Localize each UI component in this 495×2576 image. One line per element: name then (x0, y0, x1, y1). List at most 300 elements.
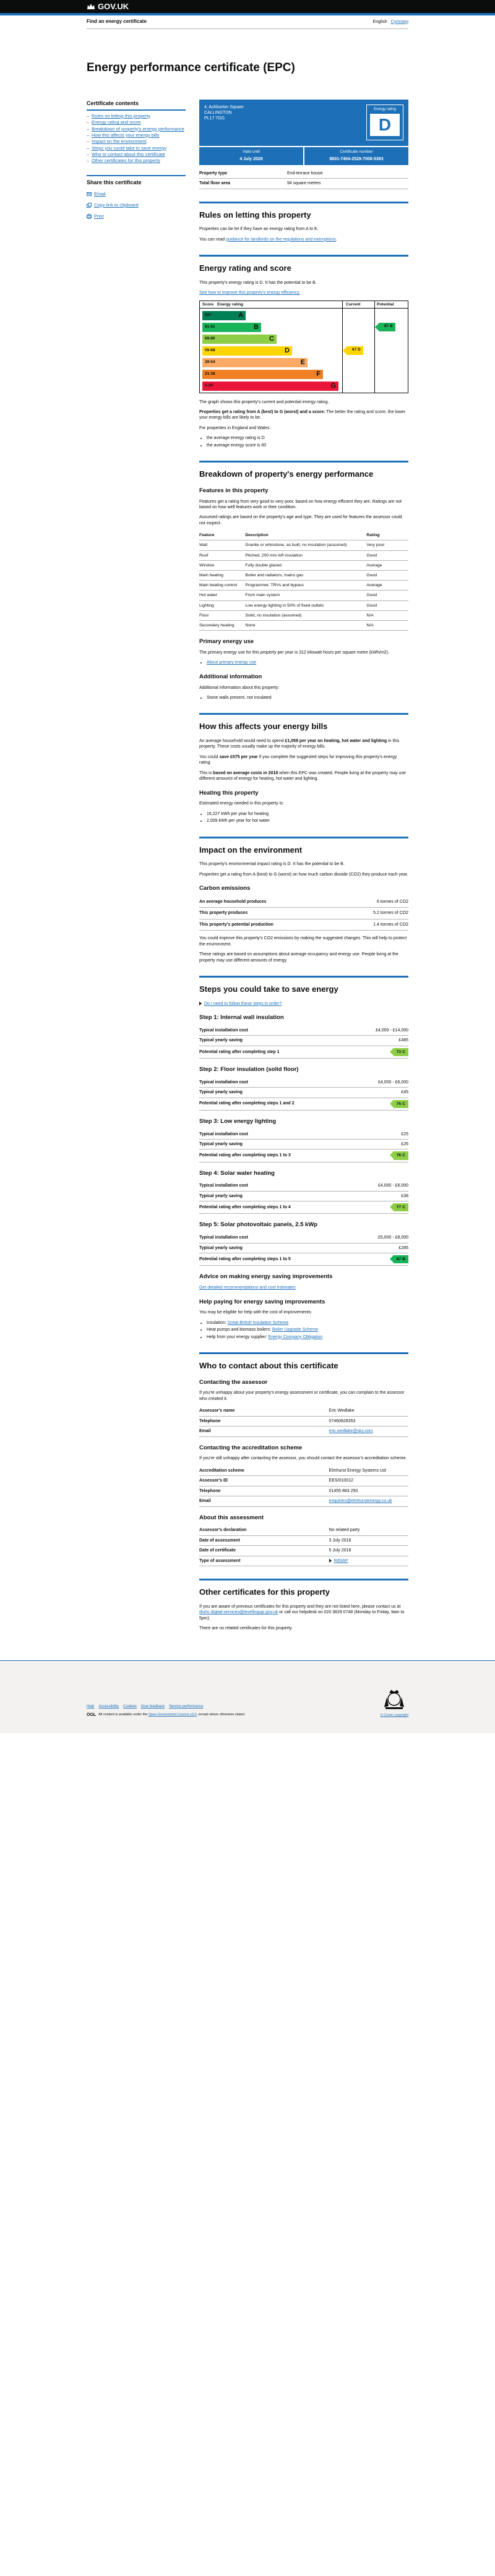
toc-link-other[interactable]: Other certificates for this property (92, 158, 160, 164)
potential-prefix: Potential rating after completing (199, 1153, 266, 1158)
rating-cell: Good (366, 591, 408, 600)
list-item (207, 1334, 408, 1340)
insulation-scheme-link[interactable]: Great British Insulation Scheme (227, 1320, 289, 1325)
chart-header-potential: Potential (377, 302, 394, 307)
heating-p: Estimated energy needed in this property is: (199, 801, 284, 806)
table-row (199, 1046, 408, 1058)
step-cost-label: Typical installation cost (199, 1078, 329, 1088)
rules-p1: Properties can be let if they have an energy rating from A to E. (199, 227, 319, 232)
energy-rating-chart (199, 301, 408, 393)
scheme-email-label: Email (199, 1496, 329, 1506)
table-row (199, 581, 408, 591)
rating-cell: Very poor (366, 540, 408, 550)
step-saving-value: £38 (329, 1191, 408, 1201)
table-row (199, 560, 408, 570)
band-score-range: 21-38 (205, 371, 215, 376)
footer-link-help[interactable]: Help (87, 1704, 95, 1708)
description-cell: Programmer, TRVs and bypass (245, 581, 366, 591)
step-rating-pill: 75 C (394, 1100, 408, 1108)
footer-link-performance[interactable]: Service performance (169, 1704, 204, 1708)
floor-area-value: 94 square metres (287, 179, 408, 189)
footer-link-cookies[interactable]: Cookies (123, 1704, 137, 1708)
step-table (199, 1181, 408, 1214)
contents-list (87, 109, 186, 164)
rating-section (199, 255, 408, 448)
rating-band-b (202, 323, 261, 332)
description-cell: Fully double glazed (245, 560, 366, 570)
lang-cymraeg-link[interactable]: Cymraeg (390, 19, 408, 24)
rules-section (199, 202, 408, 242)
step-potential-value (329, 1046, 408, 1058)
step-saving-label: Typical yearly saving (199, 1191, 329, 1201)
address-line2: CALLINGTON (204, 110, 232, 115)
potential-after: steps 1 to 4 (267, 1205, 291, 1210)
assessment-type-label: Type of assessment (199, 1556, 329, 1566)
step-title: Step 1: Internal wall insulation (199, 1013, 284, 1021)
share-title: Share this certificate (87, 179, 142, 186)
royal-crest-icon (381, 1689, 408, 1711)
service-bar (87, 15, 408, 29)
other-title: Other certificates for this property (199, 1587, 330, 1597)
assessor-id-label: Assessor's ID (199, 1476, 329, 1486)
assessment-type-link[interactable]: RdSAP (334, 1558, 348, 1563)
step-saving-label: Typical yearly saving (199, 1036, 329, 1046)
bills-p2-post: if you complete the suggested steps for improving this property's energy rating. (199, 754, 397, 766)
energy-rating-box (366, 104, 403, 140)
col-feature: Feature (199, 531, 245, 540)
assessment-date-label: Date of assessment (199, 1535, 329, 1545)
certificate-header (199, 100, 408, 146)
step-rating-pill: 76 C (394, 1151, 408, 1159)
rating-p1: This property's energy rating is D. It has the potential to be B. (199, 280, 317, 285)
rating-cell: Average (366, 581, 408, 591)
assessor-p: If you're unhappy about your property's energy assessment or certificate, you can complain to the assessor who created it. (199, 1391, 405, 1401)
assessor-email-link[interactable]: eric.wedlake@sky.com (329, 1429, 373, 1434)
share-copy-link[interactable]: Copy link to clipboard (94, 202, 139, 208)
table-row (199, 540, 408, 550)
toc-item[interactable] (87, 132, 186, 138)
step-table (199, 1078, 408, 1111)
table-row (199, 1098, 408, 1110)
other-certificates-section (199, 1579, 408, 1631)
rating-cell: Good (366, 570, 408, 580)
list-item: • Stone walls present, not insulated (207, 695, 408, 701)
bills-title: How this affects your energy bills (199, 722, 328, 731)
features-table (199, 531, 408, 631)
toc-item[interactable] (87, 126, 186, 132)
table-row (199, 570, 408, 580)
potential-after: steps 1 and 2 (267, 1101, 295, 1106)
steps-list (199, 1014, 408, 1266)
property-type-value: End-terrace house (287, 169, 408, 179)
feature-cell: Window (199, 560, 245, 570)
potential-after: step 1 (267, 1049, 280, 1054)
potential-rating-marker: 87 B (379, 323, 395, 331)
environment-p3: You could improve this property's CO2 emissions by making the suggested changes. This will help to protect the environment. (199, 936, 407, 947)
potential-after: steps 1 to 3 (267, 1153, 291, 1158)
property-address (204, 104, 244, 141)
band-score-range: 55-68 (205, 348, 215, 352)
step-cost-label: Typical installation cost (199, 1233, 329, 1243)
toc-link-contact[interactable]: Who to contact about this certificate (92, 151, 165, 158)
helpdesk-email-link[interactable]: dluhc.digital-services@levellingup.gov.uk (199, 1610, 278, 1615)
other-p2: There are no related certificates for this property. (199, 1626, 293, 1631)
description-cell: Solid, no insulation (assumed) (245, 610, 366, 620)
chart-header (200, 301, 408, 309)
table-row (199, 1466, 408, 1476)
property-type-label: Property type (199, 169, 287, 179)
primary-energy-link[interactable]: About primary energy use (207, 660, 257, 665)
feature-cell: Wall (199, 540, 245, 550)
share-copy[interactable] (87, 202, 186, 208)
scheme-title: Contacting the accreditation scheme (199, 1444, 303, 1451)
toc-link-bills[interactable]: How this affects your energy bills (92, 132, 160, 138)
carbon-label: An average household produces (199, 897, 341, 908)
environment-section (199, 837, 408, 963)
improve-efficiency-link[interactable]: See how to improve this property's energy efficiency. (199, 291, 300, 296)
scheme-phone-label: Telephone (199, 1486, 329, 1496)
other-p1 (199, 1604, 408, 1621)
footer (0, 1660, 495, 1733)
step-table (199, 1130, 408, 1162)
toc-item[interactable] (87, 113, 186, 119)
certificate-date-label: Date of certificate (199, 1546, 329, 1556)
table-row (199, 1149, 408, 1162)
toc-link-rules[interactable]: Rules on letting this property (92, 113, 151, 119)
table-row (199, 1130, 408, 1140)
table-row (199, 1556, 408, 1566)
landlord-guidance-link[interactable]: guidance for landlords on the regulations and exemptions (225, 237, 336, 242)
footer-link-accessibility[interactable]: Accessibility (98, 1704, 119, 1708)
table-row (199, 550, 408, 560)
bills-p1-bold: £1,058 per year on heating, hot water and lighting (285, 738, 387, 743)
carbon-title: Carbon emissions (199, 885, 251, 892)
declaration-value: No related party (329, 1525, 408, 1535)
step-title: Step 3: Low energy lighting (199, 1117, 277, 1125)
certificate-meta (199, 146, 408, 165)
step-cost-value: £4,000 - £6,000 (329, 1078, 408, 1088)
table-row (199, 600, 408, 610)
primary-energy-list (199, 660, 408, 665)
carbon-value: 1.4 tonnes of CO2 (341, 919, 408, 930)
crown-copyright-link[interactable]: © Crown copyright (380, 1713, 408, 1717)
features-p1: Features get a rating from very good to very poor, based on how energy efficient they are. Ratings are not based on how well features work or their condition. (199, 499, 402, 510)
service-name[interactable]: Find an energy certificate (87, 19, 147, 25)
band-letter: F (316, 370, 321, 378)
about-table (199, 1525, 408, 1566)
help-item-prefix: Help from your energy supplier: (207, 1334, 269, 1339)
current-rating-marker: 67 D (347, 346, 363, 355)
step-saving-label: Typical yearly saving (199, 1243, 329, 1253)
primary-energy-p: The primary energy use for this property per year is 312 kilowatt hours per square metre (kWh/m2). (199, 650, 389, 655)
eco-scheme-link[interactable]: Energy Company Obligation (268, 1334, 323, 1339)
feature-cell: Roof (199, 550, 245, 560)
rating-band-c (202, 335, 277, 344)
govuk-logo-text[interactable]: GOV.UK (98, 1, 129, 11)
step-cost-label: Typical installation cost (199, 1181, 329, 1191)
step-cost-value: £25 (329, 1130, 408, 1140)
band-letter: B (254, 323, 259, 331)
rating-cell: Good (366, 600, 408, 610)
list-item: • 2,009 kWh per year for hot water (207, 818, 408, 824)
feature-cell: Hot water (199, 591, 245, 600)
rating-band-f (202, 370, 323, 379)
step-potential-value (329, 1098, 408, 1110)
share-email[interactable] (87, 191, 186, 197)
step-table (199, 1026, 408, 1059)
step-potential-label (199, 1046, 329, 1058)
toc-item[interactable] (87, 158, 186, 163)
table-row (199, 1253, 408, 1266)
col-rating: Rating (366, 531, 408, 540)
step-saving-label: Typical yearly saving (199, 1088, 329, 1098)
certificate-summary (199, 100, 408, 189)
step-rating-pill: 77 C (394, 1203, 408, 1211)
potential-prefix: Potential rating after completing (199, 1101, 266, 1106)
scheme-email-link[interactable]: enquiries@elmhurstenergy.co.uk (329, 1499, 392, 1504)
bills-p3-pre: This is (199, 770, 213, 775)
list-item (207, 660, 408, 665)
step-table (199, 1233, 408, 1266)
toc-item[interactable] (87, 151, 186, 157)
chart-divider (374, 301, 375, 393)
bills-p2-bold: save £575 per year (219, 754, 258, 759)
environment-p1: This property's environmental impact rating is D. It has the potential to be B. (199, 862, 345, 867)
table-row (199, 1525, 408, 1535)
toc-item[interactable] (87, 119, 186, 125)
rating-cell: Good (366, 550, 408, 560)
band-letter: E (300, 358, 305, 366)
step-saving-value: £485 (329, 1036, 408, 1046)
floor-area-label: Total floor area (199, 179, 287, 189)
primary-energy-title: Primary energy use (199, 638, 254, 646)
share-section (87, 175, 186, 220)
toc-link-rating[interactable]: Energy rating and score (92, 119, 141, 126)
contact-title: Who to contact about this certificate (199, 1361, 338, 1371)
recommendations-link[interactable]: Get detailed recommendations and cost estimates (199, 1286, 296, 1290)
footer-left (87, 1704, 244, 1718)
rules-p2-prefix: You can read (199, 237, 226, 242)
band-letter: A (238, 311, 243, 319)
rating-cell: Average (366, 560, 408, 570)
environment-p2: Properties get a rating from A (best) to G (worst) on how much carbon dioxide (CO2) they produce each year. (199, 872, 408, 877)
rules-p2-suffix: . (335, 237, 337, 242)
share-print[interactable] (87, 213, 186, 220)
crown-icon (87, 3, 95, 10)
description-cell: From main system (245, 591, 366, 600)
table-row (199, 1088, 408, 1098)
table-row (199, 169, 408, 179)
assessor-table (199, 1406, 408, 1436)
step-potential-value (329, 1201, 408, 1214)
govuk-header (0, 0, 495, 15)
table-row (199, 1233, 408, 1243)
help-p: You may be eligible for help with the cost of improvements: (199, 1310, 312, 1315)
list-item (207, 1327, 408, 1333)
main-content (199, 100, 408, 1636)
environment-title: Impact on the environment (199, 845, 303, 855)
table-row (199, 1243, 408, 1253)
certificate-number-label: Certificate number (340, 149, 373, 154)
chart-header-rating: Energy rating (217, 302, 243, 307)
environment-p4: These ratings are based on assumptions about average occupancy and energy use. People living at the property may use different amounts of energy. (199, 952, 398, 963)
steps-order-link[interactable]: Do I need to follow these steps in order? (204, 1001, 282, 1006)
sidebar (87, 100, 186, 1636)
assessor-title: Contacting the assessor (199, 1378, 268, 1386)
table-row (199, 591, 408, 600)
certificate-number-cell (304, 147, 408, 165)
band-letter: D (285, 346, 290, 354)
description-cell: Boiler and radiators, mains gas (245, 570, 366, 580)
rating-p2 (199, 409, 408, 421)
table-row (199, 1427, 408, 1436)
other-p1-pre: If you are aware of previous certificates for this property and they are not listed here, please contact us at (199, 1604, 401, 1609)
toc-link-environment[interactable]: Impact on the environment (92, 139, 147, 145)
features-p2: Assumed ratings are based on the property's age and type. They are used for features the assessor could not inspect. (199, 515, 402, 526)
table-row (199, 1036, 408, 1046)
band-score-range: 81-91 (205, 324, 215, 329)
assessor-phone-label: Telephone (199, 1416, 329, 1426)
rating-band-g (202, 382, 338, 391)
step-cost-label: Typical installation cost (199, 1130, 329, 1140)
licence-post: , except where otherwise stated (196, 1712, 244, 1717)
rules-title: Rules on letting this property (199, 210, 311, 220)
band-letter: G (330, 382, 336, 390)
share-email-link[interactable]: Email (94, 190, 106, 197)
breakdown-title: Breakdown of property's energy performance (199, 469, 374, 479)
potential-prefix: Potential rating after completing (199, 1049, 266, 1054)
step-rating-pill: 73 C (394, 1048, 408, 1056)
assessor-name-value: Eric Wedlake (329, 1406, 408, 1416)
step-title: Step 5: Solar photovoltaic panels, 2.5 kWp (199, 1221, 318, 1229)
toc-item[interactable] (87, 145, 186, 151)
step-cost-value: £5,000 - £8,000 (329, 1233, 408, 1243)
description-cell: Granite or whinstone, as built, no insulation (assumed) (245, 540, 366, 550)
potential-prefix: Potential rating after completing (199, 1205, 266, 1210)
band-score-range: 1-20 (205, 383, 213, 388)
table-row (199, 1496, 408, 1506)
scheme-name-value: Elmhurst Energy Systems Ltd (329, 1466, 408, 1476)
step-rating-pill: 87 B (394, 1255, 408, 1263)
table-row (199, 1406, 408, 1416)
list-item: • 16,227 kWh per year for heating (207, 811, 408, 817)
steps-title: Steps you could take to save energy (199, 984, 338, 994)
lang-english: English (372, 19, 387, 24)
copy-link-icon (87, 203, 92, 208)
feature-cell: Secondary heating (199, 620, 245, 630)
contents-title: Certificate contents (87, 100, 139, 106)
table-row (199, 1191, 408, 1201)
toc-link-steps[interactable]: Steps you could take to save energy (92, 145, 166, 151)
chart-header-score: Score (202, 302, 214, 307)
carbon-label: This property's potential production (199, 919, 341, 930)
table-row (199, 1546, 408, 1556)
step-potential-value (329, 1253, 408, 1266)
bills-p1 (199, 738, 408, 750)
certificate-date-value: 5 July 2018 (329, 1546, 408, 1556)
bills-p2 (199, 754, 408, 766)
step-cost-label: Typical installation cost (199, 1026, 329, 1036)
footer-link-feedback[interactable]: Give feedback (140, 1704, 165, 1708)
description-cell: Pitched, 200 mm loft insulation (245, 550, 366, 560)
rules-p2 (199, 237, 408, 242)
other-p1-post: or call our helpdesk on 020 3829 0748 (Monday to Friday, 9am to 5pm). (199, 1610, 405, 1621)
table-row (199, 1416, 408, 1426)
features-title: Features in this property (199, 487, 269, 494)
feature-cell: Lighting (199, 600, 245, 610)
step-potential-label (199, 1201, 329, 1214)
ogl-logo: OGL (87, 1712, 97, 1717)
scheme-p: If you're still unhappy after contacting the assessor, you should contact the assessor's accreditation scheme. (199, 1456, 407, 1461)
boiler-scheme-link[interactable]: Boiler Upgrade Scheme (272, 1328, 319, 1333)
steps-section (199, 976, 408, 1340)
description-cell: None (245, 620, 366, 630)
steps-order-details[interactable] (199, 1001, 408, 1007)
help-title: Help paying for energy saving improvements (199, 1298, 325, 1305)
table-row (199, 1026, 408, 1036)
band-score-range: 69-80 (205, 336, 215, 341)
licence-pre: All content is available under the (98, 1712, 148, 1717)
step-saving-value: £26 (329, 1139, 408, 1149)
assessor-phone-value: 07460828353 (329, 1416, 408, 1426)
table-header-row (199, 531, 408, 540)
band-score-range: 39-54 (205, 359, 215, 364)
rating-cell: N/A (366, 610, 408, 620)
table-row (199, 1201, 408, 1214)
address-line1: 4, Ashburton Square (204, 104, 244, 109)
crown-copyright (381, 1689, 408, 1718)
bills-p1-post: in this property. These costs usually make up the majority of energy bills. (199, 738, 400, 749)
help-list (199, 1320, 408, 1340)
certificate-number-value: 8801-7404-2529-7008-5383 (329, 157, 384, 162)
disclosure-triangle-icon (329, 1559, 332, 1563)
rating-p2-bold: Properties get a rating from A (best) to G (worst) and a score. (199, 410, 325, 414)
advice-title: Advice on making energy saving improvements (199, 1273, 333, 1281)
step-title: Step 4: Solar water heating (199, 1169, 275, 1177)
rating-band-d (202, 346, 292, 356)
additional-info-list (199, 695, 408, 701)
bills-p3 (199, 770, 408, 782)
share-print-link[interactable]: Print (94, 213, 104, 220)
page-title: Energy performance certificate (EPC) (87, 61, 295, 74)
ogl-link[interactable]: Open Government Licence v3.0 (148, 1712, 197, 1717)
description-cell: Low energy lighting in 50% of fixed outlets (245, 600, 366, 610)
table-row (199, 179, 408, 189)
toc-item[interactable] (87, 139, 186, 144)
rating-cell: N/A (366, 620, 408, 630)
step-saving-value: £45 (329, 1088, 408, 1098)
about-title: About this assessment (199, 1514, 264, 1521)
table-row (199, 1139, 408, 1149)
average-rating-list (199, 435, 408, 448)
carbon-value: 6 tonnes of CO2 (341, 897, 408, 908)
table-row (199, 1486, 408, 1496)
additional-info-title: Additional information (199, 673, 262, 680)
rating-title: Energy rating and score (199, 263, 291, 273)
assessor-email-label: Email (199, 1427, 329, 1436)
assessment-type-details[interactable] (329, 1558, 408, 1564)
table-row (199, 610, 408, 620)
property-details-table (199, 169, 408, 189)
list-item: • the average energy rating is D (207, 435, 408, 441)
col-description: Description (245, 531, 366, 540)
table-row (199, 919, 408, 930)
chart-caption: The graph shows this property's current and potential energy rating. (199, 399, 329, 404)
step-potential-label (199, 1253, 329, 1266)
contact-section (199, 1352, 408, 1566)
assessor-name-label: Assessor's name (199, 1406, 329, 1416)
toc-link-breakdown[interactable]: Breakdown of property's energy performance (92, 126, 184, 132)
